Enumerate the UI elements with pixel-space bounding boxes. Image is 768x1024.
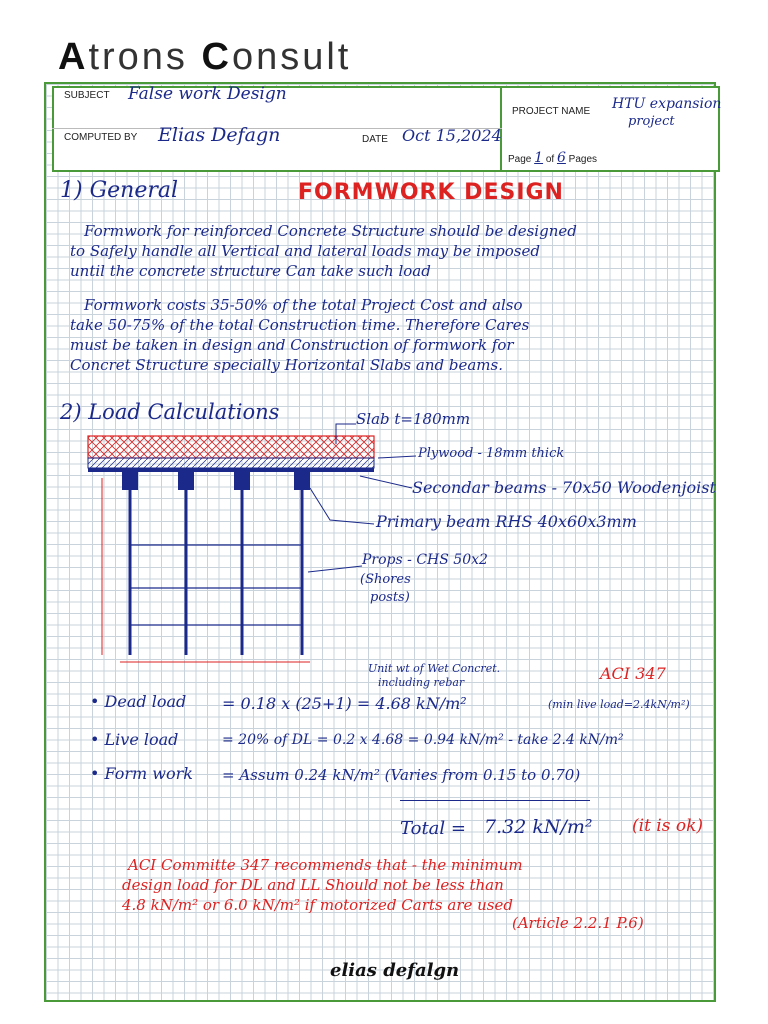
page-title: FORMWORK DESIGN [298,180,564,205]
subject-label: SUBJECT [64,90,110,101]
unit-wt-note-2: including rebar [378,676,465,689]
props [130,490,302,655]
section1-heading: 1) General [60,178,179,203]
total-ok: (it is ok) [632,816,704,836]
unit-wt-note: Unit wt of Wet Concret. [368,662,501,675]
dead-load-note: (min live load=2.4kN/m²) [548,698,690,711]
computed-value: Elias Defagn [158,124,281,146]
dead-load-label: • Dead load [90,692,187,711]
date-label: DATE [362,134,388,145]
label-primary: Primary beam RHS 40x60x3mm [376,512,637,531]
signature: elias defalgn [330,960,460,981]
label-props: Props - CHS 50x2 [362,552,488,568]
live-load-label: • Live load [90,730,179,749]
para2-line2: take 50-75% of the total Construction time. Therefore Cares [70,316,530,334]
live-load-eq: = 20% of DL = 0.2 x 4.68 = 0.94 kN/m² - take 2.4 kN/m² [222,732,624,748]
dimension-lines [102,478,310,662]
para2-line4: Concret Structure specially Horizontal Slabs and beams. [70,356,503,374]
para1-line3: until the concrete structure Can take such load [70,262,431,280]
date-value: Oct 15,2024 [402,126,502,145]
aci-para-line4: (Article 2.2.1 P.6) [512,914,644,932]
secondary-beams [122,472,310,490]
formwork-load-label: • Form work [90,764,193,783]
section2-heading: 2) Load Calculations [60,400,280,424]
total-label: Total = [400,818,466,839]
formwork-load-eq: = Assum 0.24 kN/m² (Varies from 0.15 to 0.70) [222,766,581,784]
page-indicator: Page 1 of 6 Pages [508,150,598,166]
para2-line1: Formwork costs 35-50% of the total Project Cost and also [84,296,523,314]
total-value: 7.32 kN/m² [484,816,593,838]
label-props-3: posts) [370,590,410,605]
aci-para-line1: ACI Committe 347 recommends that - the minimum [128,856,523,874]
para1-line2: to Safely handle all Vertical and lateral loads may be imposed [70,242,540,260]
subject-value: False work Design [128,84,287,104]
aci-para-line3: 4.8 kN/m² or 6.0 kN/m² if motorized Carts are used [122,896,513,914]
bracing [130,545,302,625]
project-value: HTU expansion [612,96,722,112]
para1-line1: Formwork for reinforced Concrete Structure should be designed [84,222,577,240]
label-secondary: Secondar beams - 70x50 Woodenjoist [412,478,716,497]
computed-label: COMPUTED BY [64,132,138,143]
project-value-2: project [628,114,675,129]
total-rule [400,800,590,801]
label-slab: Slab t=180mm [356,410,471,428]
label-plywood: Plywood - 18mm thick [418,446,565,461]
leader-arrows [300,412,430,582]
label-props-2: (Shores [360,572,411,587]
aci-para-line2: design load for DL and LL Should not be less than [122,876,504,894]
aci-note: ACI 347 [600,664,666,683]
para2-line3: must be taken in design and Construction of formwork for [70,336,514,354]
project-label: PROJECT NAME [512,106,591,117]
dead-load-eq: = 0.18 x (25+1) = 4.68 kN/m² [222,694,467,713]
brand-logo: Atrons Consult [58,36,352,78]
